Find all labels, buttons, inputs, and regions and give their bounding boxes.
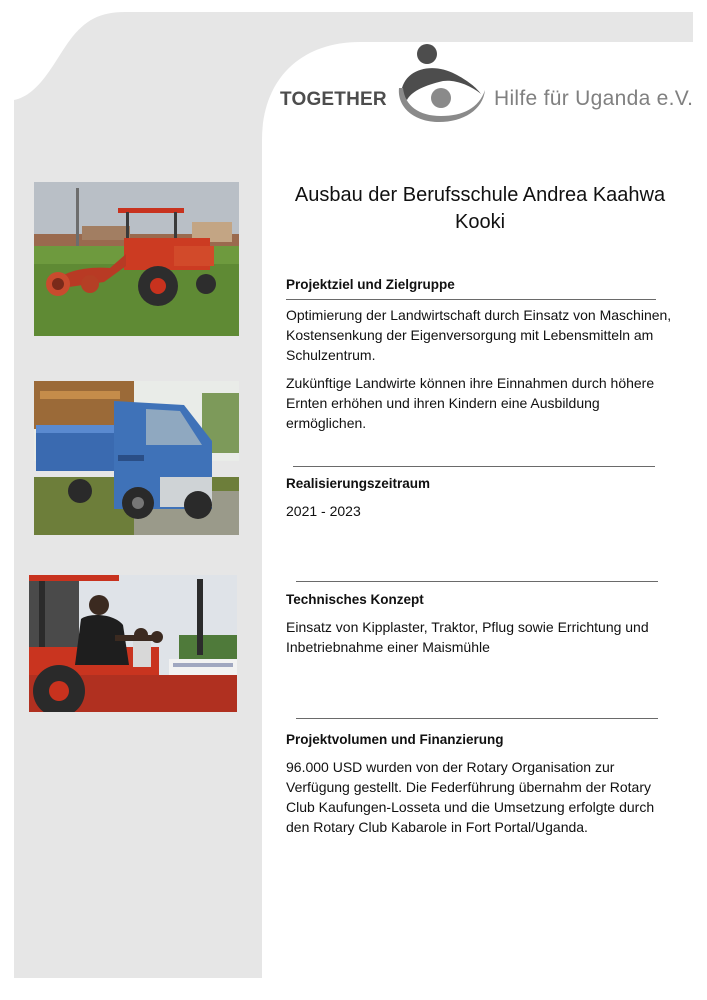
- divider: [296, 718, 658, 719]
- section-projektziel-body: [286, 305, 678, 433]
- divider: [296, 581, 658, 582]
- section-heading: Realisierungszeitraum: [286, 476, 431, 491]
- divider: [293, 466, 655, 467]
- section-technisches-konzept: [286, 592, 678, 657]
- logo-together-text: TOGETHER: [280, 89, 387, 110]
- section-heading: Projektziel und Zielgruppe: [286, 277, 455, 292]
- logo-hilfe-text: Hilfe für Uganda e.V.: [494, 87, 694, 110]
- section-paragraph: Zukünftige Landwirte können ihre Einnahmen durch höhere Ernten erhöhen und ihren Kindern eine Ausbildung ermöglichen.: [286, 375, 655, 431]
- page-title: Ausbau der Berufsschule Andrea Kaahwa Kooki: [294, 184, 666, 233]
- section-projektvolumen: [286, 732, 678, 837]
- organization-logo: [280, 40, 700, 130]
- section-paragraph: 96.000 USD wurden von der Rotary Organisation zur Verfügung gestellt. Die Federführung übernahm der Rotary Club Kaufungen-Losseta und die Umsetzung erfolgte durch den Rotary Club Kabarole in Fort Portal/Uganda.: [286, 759, 655, 835]
- section-heading: Projektvolumen und Finanzierung: [286, 732, 504, 747]
- divider: [286, 299, 656, 300]
- section-paragraph: Einsatz von Kipplaster, Traktor, Pflug sowie Errichtung und Inbetriebnahme einer Maismühle: [286, 619, 649, 655]
- section-paragraph: 2021 - 2023: [286, 503, 361, 519]
- photo-handover-tractor: [29, 575, 237, 712]
- people-circle-icon: [393, 42, 489, 122]
- photo-blue-truck: [34, 381, 239, 535]
- section-heading: Technisches Konzept: [286, 592, 424, 607]
- section-projektziel: [286, 277, 678, 292]
- photo-tractor-plough: [34, 182, 239, 336]
- section-realisierungszeitraum: [286, 476, 678, 521]
- section-paragraph: Optimierung der Landwirtschaft durch Einsatz von Maschinen, Kostensenkung der Eigenversorgung mit Lebensmitteln am Schulzentrum.: [286, 307, 672, 363]
